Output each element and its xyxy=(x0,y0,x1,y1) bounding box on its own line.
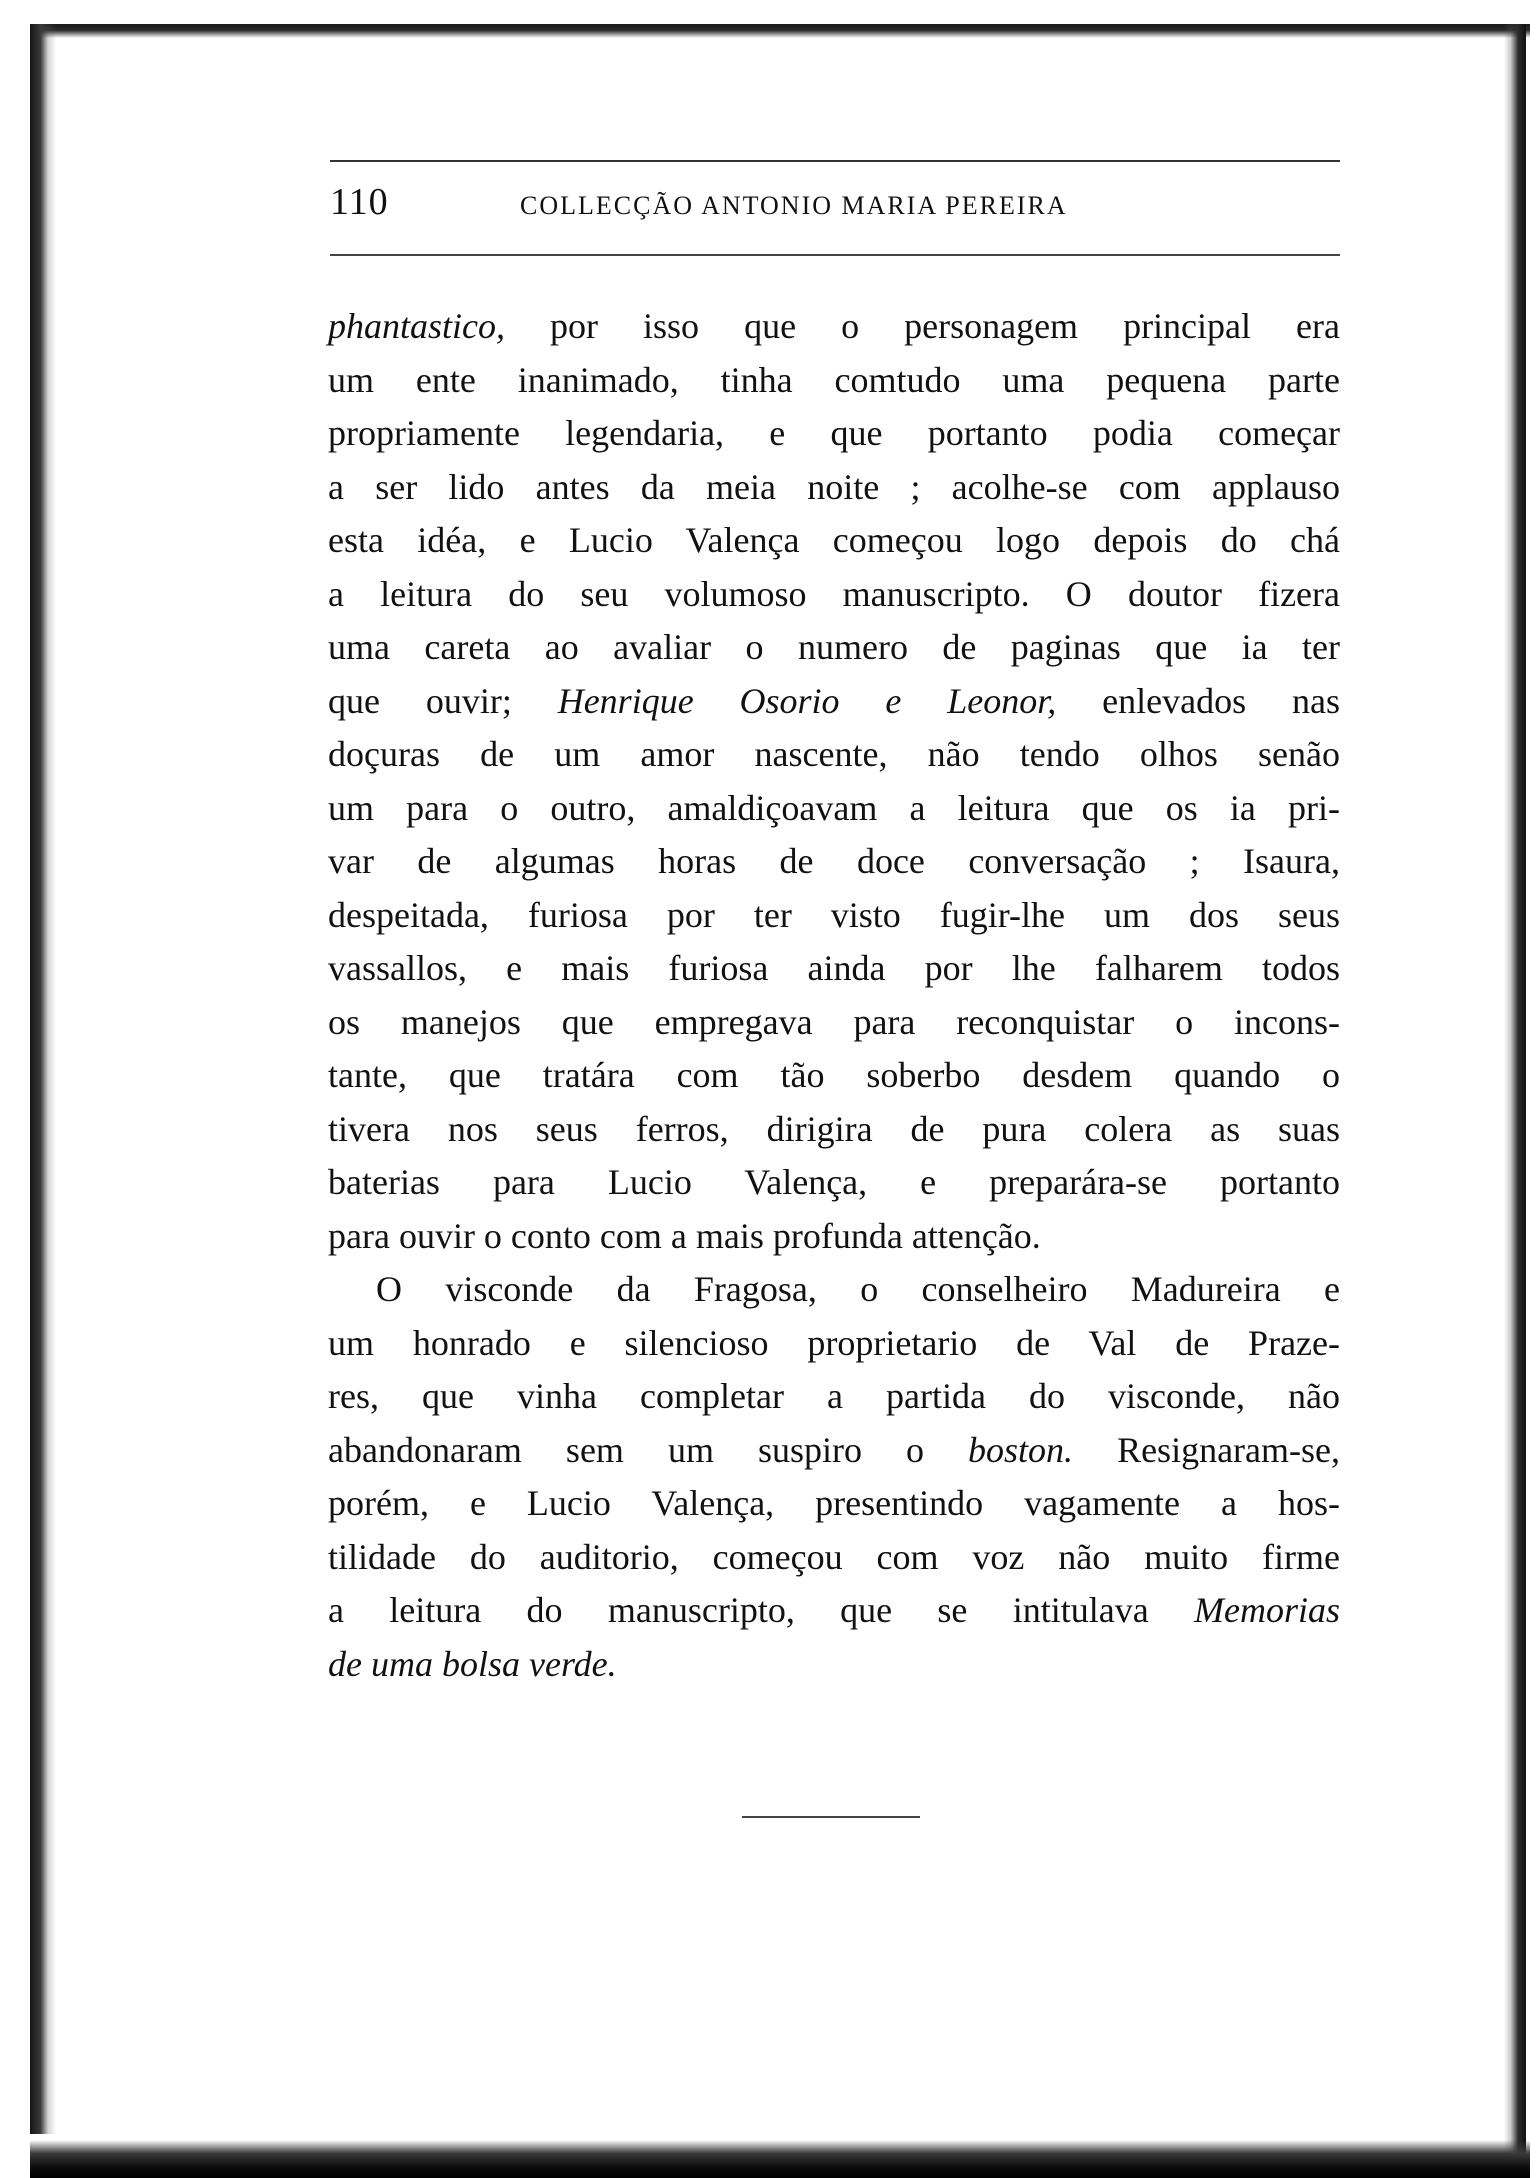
text-line: tante, que tratára com tão soberbo desdem quando o xyxy=(328,1055,1340,1095)
text-line: var de algumas horas de doce conversação ; Isaura, xyxy=(328,841,1340,881)
text-line: O visconde da Fragosa, o conselheiro Madureira e xyxy=(376,1269,1340,1309)
text-line: um para o outro, amaldiçoavam a leitura que os ia pri- xyxy=(328,787,1340,828)
line-text: por isso que o personagem principal era xyxy=(505,306,1340,346)
italic-title: Memorias xyxy=(1194,1590,1340,1630)
page-edge-right xyxy=(1504,24,1526,2162)
text-line: esta idéa, e Lucio Valença começou logo depois do chá xyxy=(328,520,1340,560)
text-line: res, que vinha completar a partida do visconde, não xyxy=(328,1376,1340,1416)
line-text: enlevados nas xyxy=(1056,680,1340,721)
page-edge-left xyxy=(30,24,56,2134)
running-title: COLLECÇÃO ANTONIO MARIA PEREIRA xyxy=(520,191,1068,220)
text-line: propriamente legendaria, e que portanto podia começar xyxy=(328,413,1340,453)
text-line: os manejos que empregava para reconquistar o incons- xyxy=(328,1001,1340,1042)
text-line: de uma bolsa verde. xyxy=(328,1643,617,1684)
text-line: um honrado e silencioso proprietario de Val de Praze- xyxy=(328,1322,1340,1363)
line-text: que ouvir; xyxy=(328,680,558,721)
line-text: a leitura do manuscripto, que se intitulava xyxy=(328,1590,1194,1630)
text-line xyxy=(328,1584,1340,1638)
italic-word: boston. xyxy=(968,1429,1074,1470)
page-edge-top xyxy=(30,24,1530,38)
header-rule-bottom xyxy=(330,254,1340,256)
text-line xyxy=(328,675,1340,729)
text-line: a ser lido antes da meia noite ; acolhe-se com applauso xyxy=(328,466,1340,507)
line-text: Resignaram-se, xyxy=(1073,1429,1340,1470)
text-line: doçuras de um amor nascente, não tendo olhos senão xyxy=(328,734,1340,774)
body-text xyxy=(328,300,1340,1691)
italic-name: Leonor, xyxy=(947,680,1057,721)
paragraph-1 xyxy=(328,300,1340,1263)
text-line: a leitura do seu volumoso manuscripto. O doutor fizera xyxy=(328,573,1340,614)
text-line xyxy=(328,1424,1340,1478)
italic-name: Henrique Osorio xyxy=(557,680,840,721)
text-line: tilidade do auditorio, começou com voz não muito firme xyxy=(328,1536,1340,1577)
text-line xyxy=(328,300,1340,354)
text-line: uma careta ao avaliar o numero de paginas que ia ter xyxy=(328,627,1340,667)
text-line: baterias para Lucio Valença, e preparára-se portanto xyxy=(328,1162,1340,1202)
italic-word: phantastico, xyxy=(328,306,505,346)
page-edge-bottom xyxy=(30,2140,1530,2178)
page-number: 110 xyxy=(330,181,389,223)
line-text: abandonaram sem um suspiro o xyxy=(328,1429,969,1470)
text-line: vassallos, e mais furiosa ainda por lhe falharem todos xyxy=(328,948,1340,988)
header-rule-top xyxy=(330,160,1340,162)
paragraph-2 xyxy=(328,1263,1340,1691)
italic-text: e xyxy=(839,680,948,721)
end-rule xyxy=(742,1816,920,1818)
text-line: tivera nos seus ferros, dirigira de pura colera as suas xyxy=(328,1108,1340,1149)
text-line: um ente inanimado, tinha comtudo uma pequena parte xyxy=(328,359,1340,400)
text-line: para ouvir o conto com a mais profunda attenção. xyxy=(328,1215,1041,1256)
text-line: despeitada, furiosa por ter visto fugir-lhe um dos seus xyxy=(328,894,1340,935)
text-line: porém, e Lucio Valença, presentindo vagamente a hos- xyxy=(328,1483,1340,1523)
